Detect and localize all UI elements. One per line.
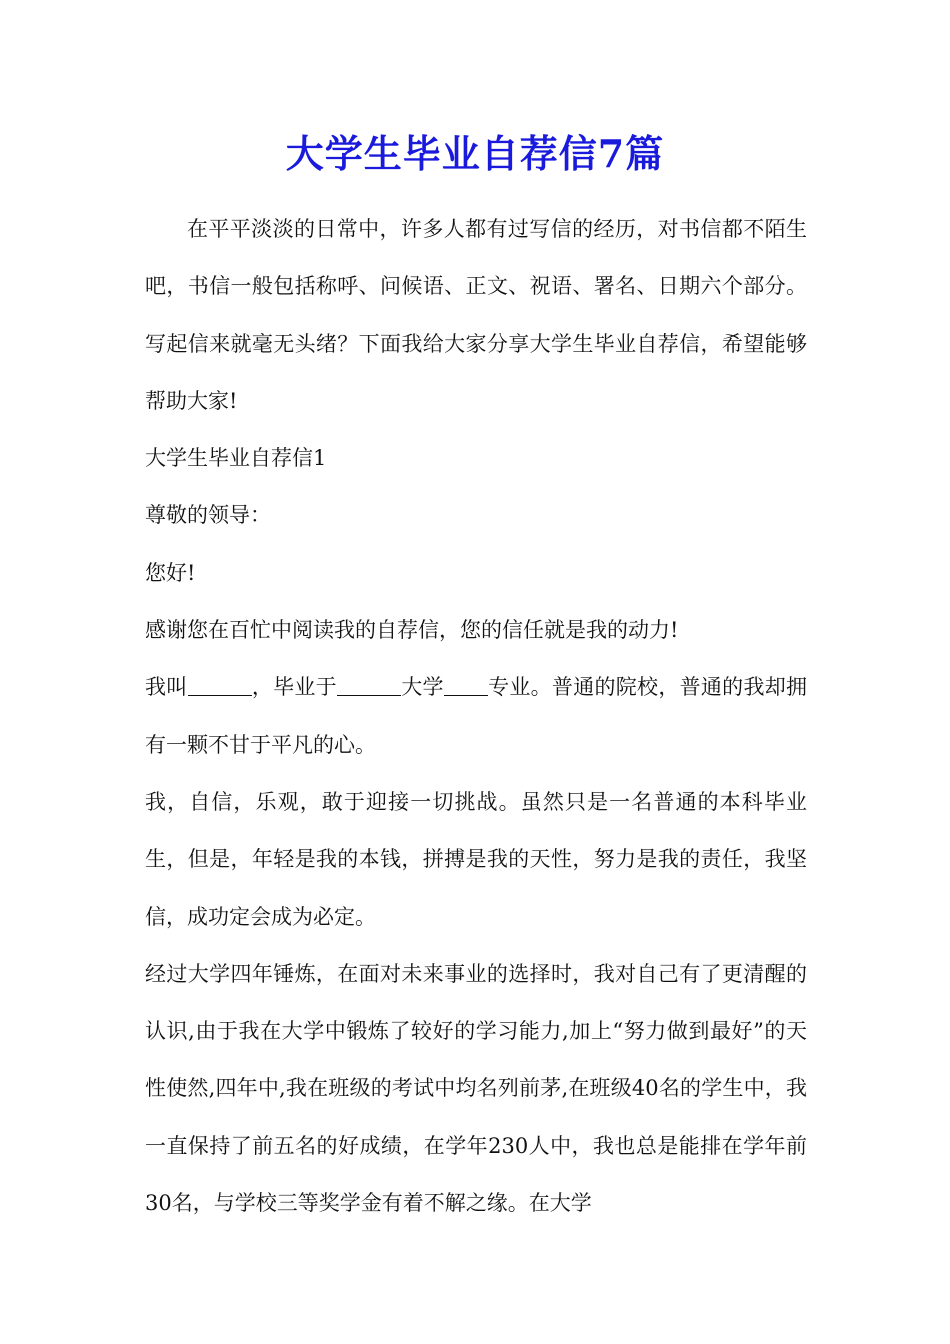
name-blank (188, 675, 252, 696)
confidence-paragraph: 我，自信，乐观，敢于迎接一切挑战。虽然只是一名普通的本科毕业生，但是，年轻是我的本钱，拼搏是我的天性，努力是我的责任，我坚信，成功定会成为必定。 (145, 789, 807, 929)
greeting: 您好! (145, 560, 196, 585)
thanks-paragraph: 感谢您在百忙中阅读我的自荐信，您的信任就是我的动力! (145, 618, 679, 643)
study-paragraph: 经过大学四年锤炼，在面对未来事业的选择时，我对自己有了更清醒的认识,由于我在大学中锻炼了较好的学习能力,加上“努力做到最好”的天性使然,四年中,我在班级的考试中均名列前茅,在班级40名的学生中，我一直保持了前五名的好成绩，在学年230人中，我也总是能排在学年前30名，与学校三等奖学金有着不解之缘。在大学 (145, 961, 807, 1216)
self-intro-text-2: ，毕业于 (251, 675, 337, 700)
salutation: 尊敬的领导： (145, 503, 271, 528)
self-intro-paragraph (145, 659, 807, 774)
school-blank (337, 675, 401, 696)
self-intro-text-4: 专业。普通的院校，普通的我却拥有一颗不甘于平凡的心。 (145, 675, 808, 757)
intro-paragraph: 在平平淡淡的日常中，许多人都有过写信的经历，对书信都不陌生吧，书信一般包括称呼、问候语、正文、祝语、署名、日期六个部分。写起信来就毫无头绪？下面我给大家分享大学生毕业自荐信，希望能够帮助大家! (145, 217, 807, 413)
section-heading: 大学生毕业自荐信1 (145, 446, 327, 471)
document-body (145, 201, 807, 1232)
document-title: 大学生毕业自荐信7篇 (285, 131, 665, 176)
self-intro-text-1: 我叫 (145, 675, 188, 700)
self-intro-text-3: 大学 (400, 675, 444, 700)
major-blank (444, 675, 488, 696)
